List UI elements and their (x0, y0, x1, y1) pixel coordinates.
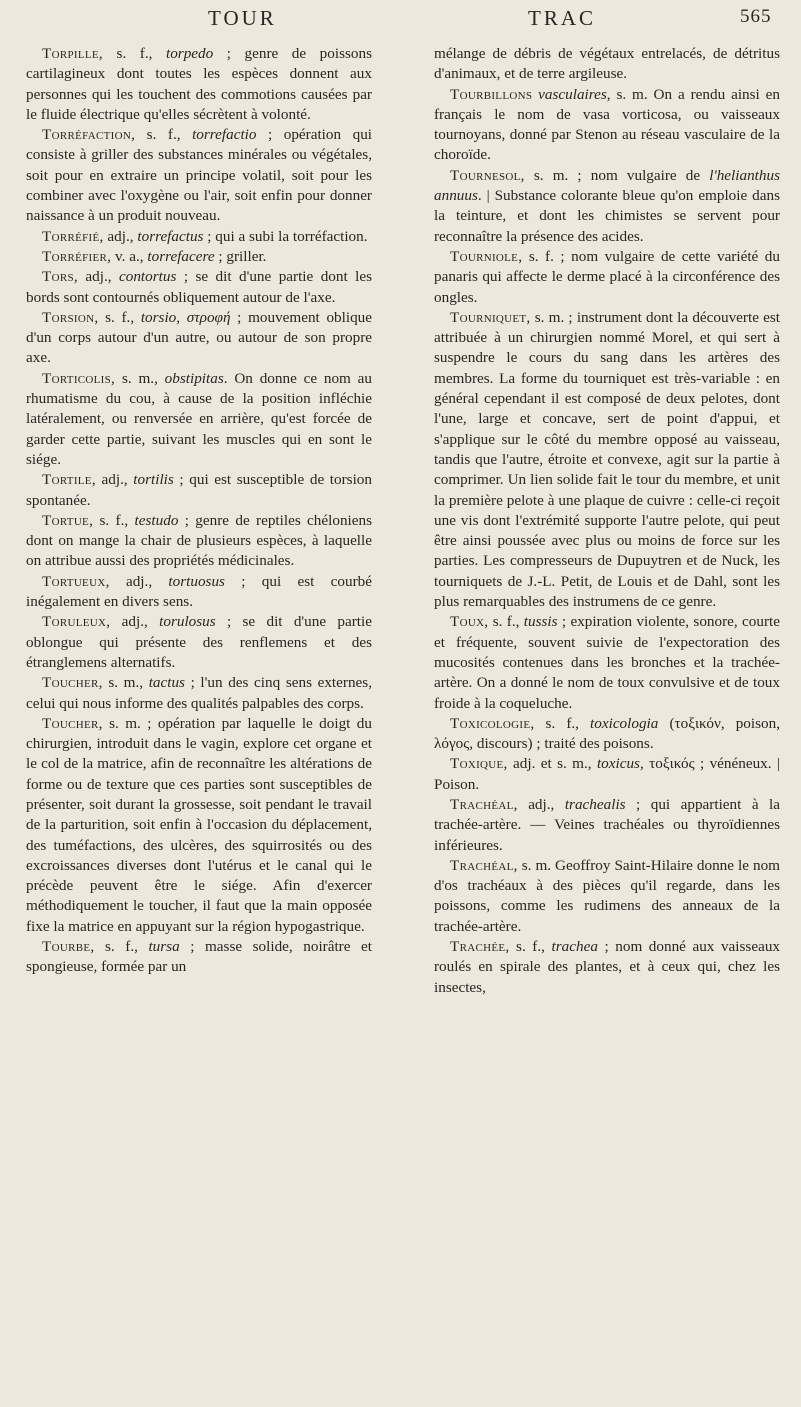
entry-text: ; qui a subi la torréfaction. (203, 227, 368, 245)
dictionary-entry (434, 937, 780, 998)
entry-text: adj., (77, 268, 119, 286)
dictionary-entry (434, 44, 780, 85)
entry-text: . On donne ce nom au rhumatisme du cou, à cause de la position infléchie latéralement, ou renversée en arrière, qu'est forcée de garder cette partie, suivant les muscles qui en sont le siége. (26, 369, 372, 468)
entry-headword: Torsion, (42, 308, 99, 326)
entry-latin-gloss: testudo (134, 511, 179, 529)
entry-text: ; mouvement oblique d'un corps autour d'un autre, ou autour de son propre axe. (26, 308, 373, 367)
entry-headword: Trachée, (450, 938, 510, 956)
entry-headword: Tournesol, (450, 166, 525, 184)
dictionary-entry (434, 612, 780, 713)
entry-headword: Tourbe, (42, 938, 95, 956)
entry-text: s. f., (103, 45, 166, 62)
entry-text: . | Substance colorante bleue qu'on emploie dans la teinture, et dont les chimistes se servent pour reconnaître la présence des acides. (434, 187, 780, 245)
dictionary-entry (434, 166, 780, 247)
dictionary-entry (26, 470, 372, 511)
entry-text: s. f., (135, 126, 193, 144)
entry-latin-gloss: tursa (148, 938, 180, 956)
entry-text: s. m. ; opération par laquelle le doigt du chirurgien, introduit dans le vagin, explore cet organe et le col de la matrice, afin de reconnaître les altérations de forme ou de texture que ces parties sont susceptibles de présenter, soit durant la grossesse, soit pendant le travail de la parturition, soit enfin à l'occasion du déplacement, des tuméfactions, des ulcères, des squirrosités ou des excroissances diverses dont l'utérus et le canal qui le précède peuvent être le siége. Afin d'exercer méthodiquement le toucher, il faut que la main opposée fixe la matrice en appuyant sur la région hypogastrique. (26, 714, 372, 935)
entry-latin-gloss: torrefacere (147, 247, 215, 265)
entry-text: s. m. ; instrument dont la découverte est attribuée à un chirurgien nommé Morel, et qui sert à suspendre le cours du sang dans les artères des membres. La forme du tourniquet est très-variable : en général cependant il est composé de deux pelotes, dont l'une, large et concave, sert de point d'appui, et s'applique sur le côté du membre opposé au vaisseau, tandis que l'autre, étroite et convexe, agit sur la partie à comprimer. Un lien solide fait le tour du membre, et unit la première pelote à une plaque de cuivre : celle-ci reçoit une vis dont l'extrémité supporte l'autre pelote, qui peut être ainsi poussée avec plus ou moins de force sur les parties. Les compresseurs de Dupuytren et de Nuck, les tourniquets de J.-L. Petit, de Louis et de Dahl, sont les plus remarquables des instrumens de ce genre. (434, 308, 780, 611)
entry-text: (τοξικόν, poison, λόγος, discours) ; traité des poisons. (434, 714, 780, 753)
dictionary-entry (434, 714, 780, 755)
entry-headword: Toucher, (42, 714, 103, 732)
entry-latin-gloss: tactus (148, 674, 185, 692)
entry-headword: Toruleux, (42, 613, 111, 631)
entry-headword: Torréfier, (42, 247, 112, 265)
entry-text: mélange de débris de végétaux entrelacés, de détritus d'animaux, et de terre argileuse. (434, 45, 780, 83)
dictionary-entry (26, 511, 372, 572)
entry-latin-gloss: tortilis (133, 471, 174, 489)
dictionary-entry (26, 227, 372, 247)
entry-headword: Tortile, (42, 471, 96, 489)
dictionary-entry (26, 572, 372, 613)
entry-text: s. f., (488, 613, 524, 631)
left-column (26, 44, 372, 978)
dictionary-entry (434, 85, 780, 166)
entry-text: ; genre de poissons cartilagineux dont toutes les espèces donnent aux personnes qui les touchent des commotions causées par le fluide électrique qu'elles sécrètent à volonté. (26, 45, 373, 123)
entry-latin-gloss: trachea (551, 938, 598, 956)
dictionary-entry (26, 44, 372, 125)
entry-text: adj. et s. m., (507, 755, 597, 773)
dictionary-entry (26, 937, 372, 978)
entry-headword: Tors, (42, 268, 78, 286)
entry-text: ; qui appartient à la trachée-artère. — Veines trachéales ou thyroïdiennes inférieures. (434, 795, 780, 854)
dictionary-entry (434, 754, 780, 795)
running-head-left: TOUR (208, 6, 277, 30)
entry-headword: Tourniole, (450, 247, 523, 265)
entry-text: ; expiration violente, sonore, courte et fréquente, souvent suivie de l'expectoration des mucosités contenues dans les bronches et la trachée-artère. On a donné le nom de toux convulsive et de toux froide à la coqueluche. (434, 613, 781, 712)
entry-text: adj., (110, 613, 160, 631)
entry-text: s. m. ; nom vulgaire de (524, 166, 710, 184)
entry-text: s. f., (94, 938, 149, 956)
entry-text: ; opération qui consiste à griller des substances minérales ou végétales, soit pour en extraire un principe volatil, soit pour les combiner avec l'oxygène ou l'air, soit enfin pour donner naissance à un produit nouveau. (26, 126, 373, 225)
entry-headword: Tortueux, (42, 572, 110, 590)
entry-text: adj., (517, 795, 565, 813)
entry-latin-gloss: obstipitas (164, 369, 224, 387)
running-head-right: TRAC (528, 6, 597, 30)
entry-latin-gloss: torpedo (165, 45, 214, 62)
dictionary-entry (26, 673, 372, 714)
entry-headword: Toux, (450, 613, 489, 631)
entry-text: s. f. ; nom vulgaire de cette variété du panaris qui affecte le derme placé à la circonférence des ongles. (434, 247, 780, 306)
entry-headword: Toxicologie, (450, 714, 535, 732)
entry-text: adj., (103, 227, 138, 245)
entry-headword: Torréfié, (42, 227, 104, 245)
dictionary-entry (26, 308, 372, 369)
entry-latin-gloss: torrefactus (137, 227, 204, 245)
entry-text: ; nom donné aux vaisseaux roulés en spirale des plantes, et à ceux qui, chez les insectes, (434, 938, 781, 996)
entry-text: s. m. Geoffroy Saint-Hilaire donne le nom d'os trachéaux à des pièces qu'il regarde, dans les poissons, comme les rudimens des anneaux de la trachée-artère. (434, 856, 780, 935)
entry-latin-gloss: tussis (523, 613, 558, 631)
entry-text: ; se dit d'une partie dont les bords sont contournés obliquement autour de l'axe. (26, 268, 372, 306)
entry-latin-gloss: tortuosus (168, 572, 225, 590)
page-number: 565 (740, 6, 772, 27)
entry-headword: Tourniquet, (450, 308, 531, 326)
entry-text: s. f., (534, 714, 591, 732)
entry-headword: Torréfaction, (42, 126, 136, 144)
entry-text: ; masse solide, noirâtre et spongieuse, formée par un (26, 938, 372, 976)
entry-text: ; genre de reptiles chéloniens dont on mange la chair de plusieurs espèces, à laquelle on attribue aussi des propriétés médicinales. (26, 511, 373, 570)
entry-text: v. a., (111, 247, 148, 265)
entry-text: , s. m. On a rendu ainsi en français le nom de vasa vorticosa, ou vaisseaux tournoyans, donné par Stenon au réseau vasculaire de la choroïde. (434, 85, 781, 164)
entry-latin-gloss: contortus (119, 268, 177, 286)
entry-headword: Tourbillons (450, 85, 533, 103)
entry-text: s. f., (98, 308, 141, 326)
entry-text: ; se dit d'une partie oblongue qui présente des renflemens et des étranglemens alternatifs. (26, 613, 372, 671)
dictionary-entry (26, 125, 372, 226)
dictionary-entry (26, 247, 372, 267)
dictionary-entry (26, 267, 372, 308)
entry-text: s. f., (93, 511, 135, 529)
entry-latin-gloss: l'helianthus annuus (434, 166, 780, 205)
right-column (434, 44, 780, 998)
entry-latin-gloss: torulosus (159, 613, 216, 631)
entry-text: s. m., (115, 369, 165, 387)
entry-text: ; qui est susceptible de torsion spontanée. (26, 471, 372, 509)
dictionary-entry (26, 714, 372, 937)
entry-text: s. m., (102, 674, 149, 692)
entry-text: s. f., (509, 938, 552, 956)
entry-headword: Trachéal, (450, 795, 518, 813)
entry-headword: Tortue, (42, 511, 94, 529)
entry-latin-gloss: vasculaires (538, 85, 607, 103)
entry-latin-gloss: torrefactio (192, 126, 257, 144)
entry-headword: Trachéal, (450, 856, 518, 874)
entry-text: ; griller. (214, 247, 267, 265)
dictionary-entry (434, 856, 780, 937)
entry-headword: Torpille, (42, 45, 103, 62)
dictionary-entry (434, 247, 780, 308)
entry-headword: Torticolis, (42, 369, 116, 387)
entry-text: adj., (95, 471, 134, 489)
dictionary-entry (434, 795, 780, 856)
entry-text: adj., (109, 572, 169, 590)
dictionary-entry (434, 308, 780, 612)
entry-text: , τοξικός ; vénéneux. | Poison. (434, 755, 780, 793)
entry-latin-gloss: trachealis (564, 795, 626, 813)
entry-text: ; l'un des cinq sens externes, celui qui nous informe des qualités palpables des corps. (26, 674, 372, 712)
entry-latin-gloss: torsio, στροφή (140, 308, 231, 326)
entry-latin-gloss: toxicologia (590, 714, 659, 732)
entry-text: ; qui est courbé inégalement en divers sens. (26, 572, 372, 611)
entry-headword: Toxique, (450, 755, 508, 773)
dictionary-entry (26, 369, 372, 470)
entry-latin-gloss: toxicus (596, 755, 640, 773)
dictionary-entry (26, 612, 372, 673)
entry-headword: Toucher, (42, 674, 103, 692)
